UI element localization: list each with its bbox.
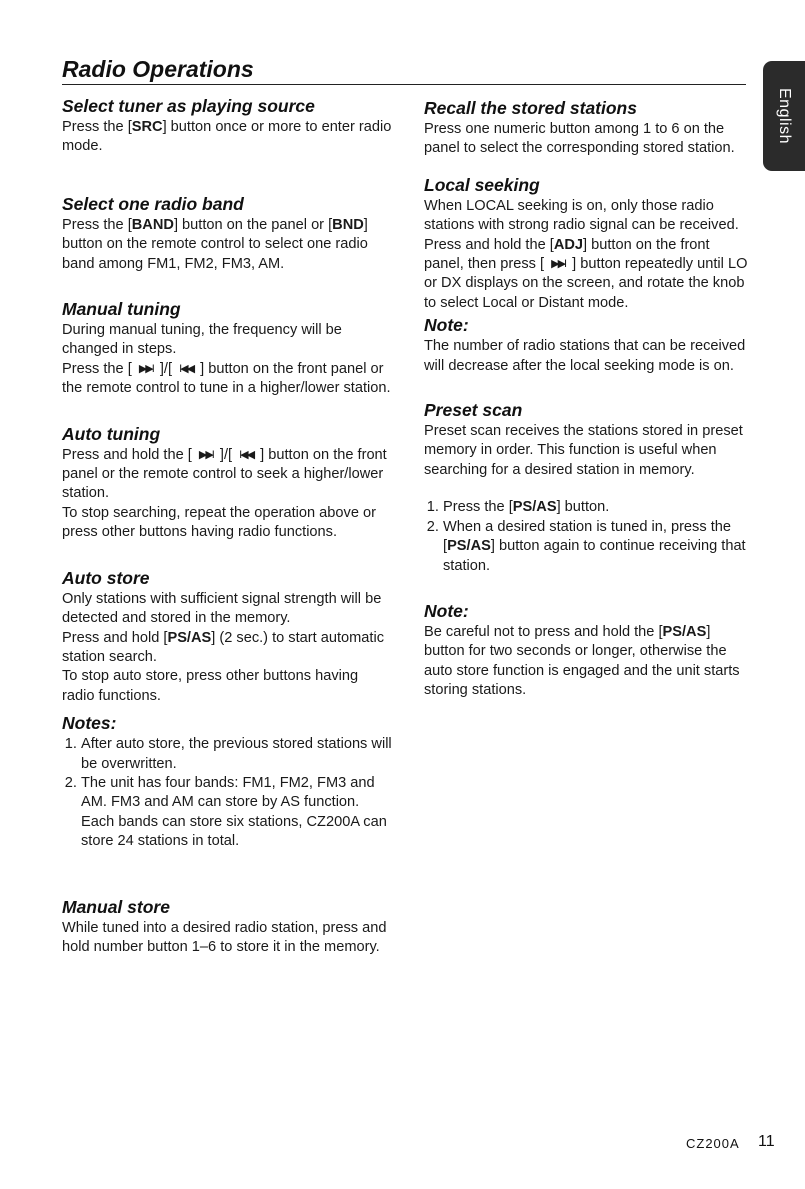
- section-recall: [424, 97, 749, 159]
- section-auto-store: [62, 567, 392, 706]
- section-heading: Manual store: [62, 896, 170, 917]
- section-text: Press one numeric button among 1 to 6 on the panel to select the corresponding stored station.: [424, 121, 735, 157]
- section-local-seeking: [424, 174, 749, 313]
- section-heading: Notes:: [62, 713, 117, 734]
- section-heading: Preset scan: [424, 400, 523, 421]
- section-preset-scan: [424, 399, 749, 576]
- page-title: Radio Operations: [62, 56, 254, 82]
- section-manual-store: [62, 896, 392, 958]
- section-heading: Select one radio band: [62, 193, 244, 214]
- section-heading: Local seeking: [424, 174, 540, 195]
- section-auto-tuning: [62, 423, 392, 543]
- section-heading: Manual tuning: [62, 299, 181, 320]
- section-text: While tuned into a desired radio station, press and hold number button 1–6 to store it in the memory.: [62, 919, 387, 955]
- section-text: Preset scan receives the stations stored in preset memory in order. This function is useful when searching for a desired station in memory.: [424, 423, 743, 478]
- section-select-tuner: [62, 95, 392, 157]
- section-text: Only stations with sufficient signal strength will be detected and stored in the memory.: [62, 590, 382, 627]
- section-notes: [62, 712, 392, 851]
- section-note-local: [424, 314, 749, 376]
- notes-list: [62, 735, 392, 851]
- section-text: During manual tuning, the frequency will be changed in steps.: [62, 322, 342, 358]
- list-item: 2. The unit has four bands: FM1, FM2, FM3 and AM. FM3 and AM can store by AS function. Each bands can store six stations, CZ200A can store 24 stations in total.: [81, 774, 392, 852]
- section-heading: Note:: [424, 600, 469, 621]
- section-heading: Note:: [424, 315, 469, 336]
- section-text: To stop auto store, press other buttons having radio functions.: [62, 668, 359, 704]
- next-track-icon: ▶▶I: [198, 448, 213, 461]
- title-divider: [62, 84, 746, 85]
- section-manual-tuning: [62, 298, 392, 399]
- right-column: [424, 97, 749, 701]
- section-text: When LOCAL seeking is on, only those radio stations with strong radio signal can be received.: [424, 197, 739, 234]
- section-select-band: [62, 193, 392, 274]
- section-text: To stop searching, repeat the operation above or press other buttons having radio functions.: [62, 504, 376, 541]
- section-text: Press and hold the [ ▶▶I ]/[ I◀◀ ] button on the front panel or the remote control to seek a higher/lower station.: [62, 446, 387, 502]
- section-heading: Recall the stored stations: [424, 98, 637, 118]
- section-note-preset: [424, 600, 749, 701]
- left-column: [62, 95, 392, 957]
- section-heading: Select tuner as playing source: [62, 96, 315, 116]
- page-number: 11: [758, 1133, 775, 1150]
- language-tab-label: English: [776, 88, 794, 144]
- previous-track-icon: I◀◀: [179, 362, 194, 375]
- section-text: Press and hold [PS/AS] (2 sec.) to start automatic station search.: [62, 629, 385, 665]
- preset-scan-steps: [424, 498, 749, 576]
- section-text: Press the [BAND] button on the panel or [BND] button on the remote control to select one radio band among FM1, FM2, FM3, AM.: [62, 216, 368, 272]
- section-text: Press the [ ▶▶I ]/[ I◀◀ ] button on the front panel or the remote control to tune in a higher/lower station.: [62, 360, 391, 397]
- next-track-icon: ▶▶I: [138, 362, 153, 375]
- next-track-icon: ▶▶I: [551, 258, 566, 271]
- previous-track-icon: I◀◀: [239, 448, 254, 461]
- list-item: 1. After auto store, the previous stored stations will be overwritten.: [81, 735, 392, 774]
- list-item: 2. When a desired station is tuned in, press the [PS/AS] button again to continue receiving that station.: [443, 518, 749, 576]
- section-text: The number of radio stations that can be received will decrease after the local seeking mode is on.: [424, 338, 746, 374]
- list-item: 1. Press the [PS/AS] button.: [443, 498, 749, 517]
- section-heading: Auto store: [62, 567, 150, 588]
- model-name: CZ200A: [686, 1136, 740, 1151]
- section-text: Be careful not to press and hold the [PS/AS] button for two seconds or longer, otherwise the auto store function is engaged and the unit starts storing stations.: [424, 623, 740, 699]
- section-heading: Auto tuning: [62, 423, 161, 444]
- language-tab: [763, 61, 805, 171]
- section-text: Press the [SRC] button once or more to enter radio mode.: [62, 119, 392, 155]
- section-text: Press and hold the [ADJ] button on the front panel, then press [ ▶▶I ] button repeatedly until LO or DX displays on the screen, and rotate the knob to select Local or Distant mode.: [424, 236, 748, 311]
